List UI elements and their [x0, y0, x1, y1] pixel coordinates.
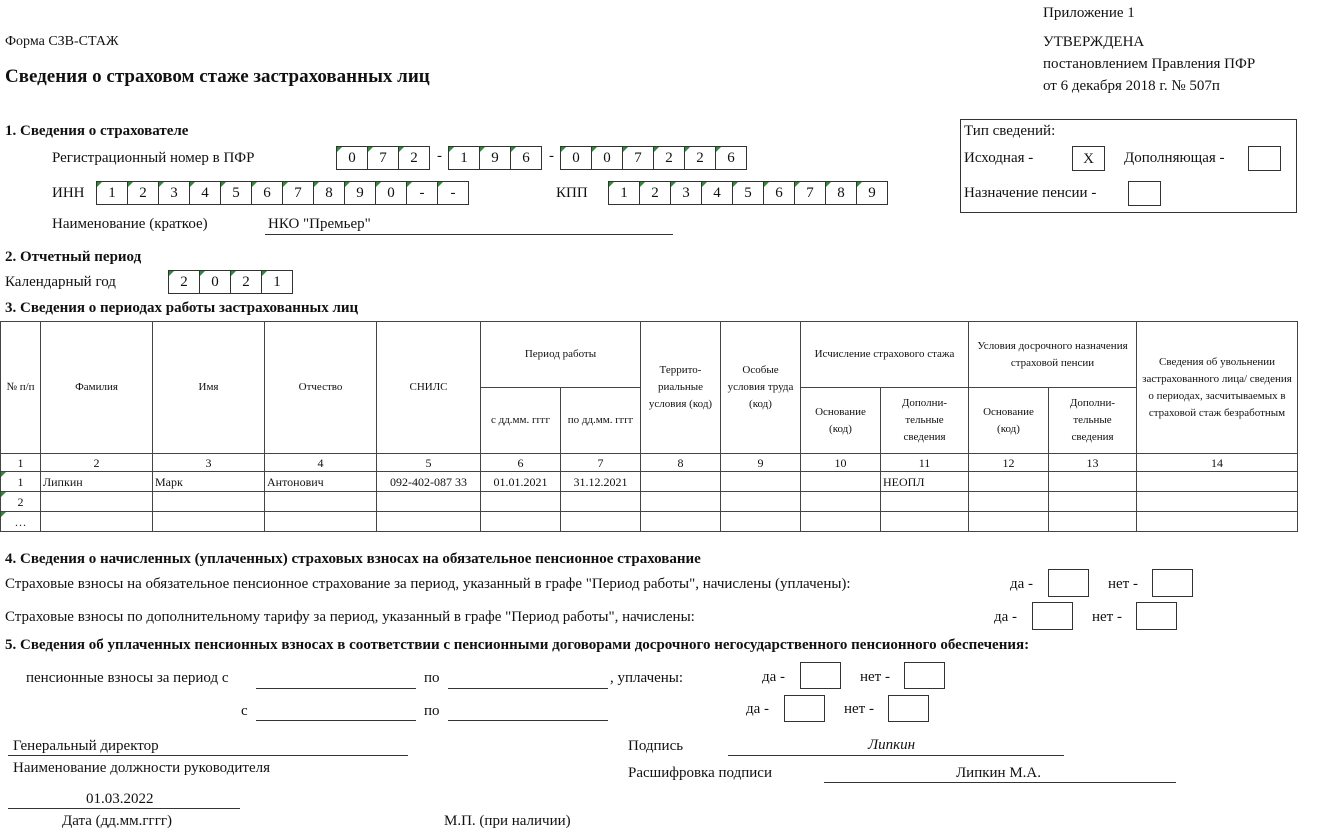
cell-to[interactable] [561, 512, 641, 532]
inn-field[interactable] [96, 181, 469, 205]
yes-checkbox[interactable] [1048, 569, 1089, 597]
col-header-territory: Террито-риальные условия (код) [641, 322, 721, 454]
pension-checkbox[interactable] [1128, 181, 1161, 206]
col-header-from: с дд.мм. гггг [481, 388, 561, 454]
reg-number-part1[interactable] [336, 146, 430, 170]
cell-early-basis[interactable] [969, 512, 1049, 532]
period-to-field[interactable] [448, 688, 608, 689]
table-row [1, 472, 1298, 492]
digit-cell[interactable]: 3 [158, 181, 190, 205]
cell-name[interactable] [153, 512, 265, 532]
cell-early-extra[interactable] [1049, 512, 1137, 532]
col-header-early-extra: Дополни-тельные сведения [1049, 388, 1137, 454]
supplementary-checkbox[interactable] [1248, 146, 1281, 171]
appendix-label: Приложение 1 [1043, 5, 1135, 21]
cell-name[interactable] [153, 492, 265, 512]
digit-cell[interactable]: - [437, 181, 469, 205]
cell-calc-basis[interactable] [801, 472, 881, 492]
section5-period-label: пенсионные взносы за период с [26, 670, 229, 686]
col-header-calc: Исчисление страхового стажа [801, 322, 969, 388]
digit-cell[interactable]: 0 [199, 270, 231, 294]
supplementary-label: Дополняющая - [1124, 150, 1225, 166]
position-label: Наименование должности руководителя [13, 760, 271, 776]
date-underline [8, 808, 240, 809]
digit-cell[interactable]: 0 [375, 181, 407, 205]
cell-snils[interactable] [377, 492, 481, 512]
cell-calc-basis[interactable] [801, 512, 881, 532]
org-name-underline [265, 234, 673, 235]
reg-number-part3[interactable] [560, 146, 747, 170]
yes-label: да - [762, 669, 786, 685]
date-label: Дата (дд.мм.гггг) [62, 813, 172, 829]
info-type-heading: Тип сведений: [964, 123, 1056, 139]
digit-cell[interactable]: 7 [367, 146, 399, 170]
signature-value[interactable]: Липкин [868, 737, 916, 753]
signature-underline [728, 755, 1064, 756]
digit-cell[interactable]: 5 [220, 181, 252, 205]
to-label: по [424, 703, 440, 719]
col-number: 12 [969, 454, 1049, 472]
digit-cell[interactable]: 0 [560, 146, 592, 170]
cell-special[interactable] [721, 472, 801, 492]
col-number: 3 [153, 454, 265, 472]
col-header-calc-basis: Основание (код) [801, 388, 881, 454]
cell-num[interactable]: 2 [1, 492, 41, 512]
col-number: 4 [265, 454, 377, 472]
reg-separator: - [549, 148, 554, 164]
to-label: по [424, 670, 440, 686]
period-from-field[interactable] [256, 720, 416, 721]
reg-number-part2[interactable] [448, 146, 542, 170]
section1-heading: 1. Сведения о страхователе [5, 123, 189, 139]
cell-surname[interactable] [41, 492, 153, 512]
digit-cell[interactable]: 7 [282, 181, 314, 205]
cell-early-basis[interactable] [969, 472, 1049, 492]
yes-checkbox[interactable] [1032, 602, 1073, 630]
col-header-early-basis: Основание (код) [969, 388, 1049, 454]
no-label: нет - [844, 701, 874, 717]
reg-separator: - [437, 148, 442, 164]
cell-name[interactable]: Марк [153, 472, 265, 492]
cell-calc-extra[interactable]: НЕОПЛ [881, 472, 969, 492]
digit-cell[interactable]: 2 [653, 146, 685, 170]
digit-cell[interactable]: 8 [313, 181, 345, 205]
section2-heading: 2. Отчетный период [5, 249, 142, 265]
page-title: Сведения о страховом стаже застрахованных лиц [5, 66, 430, 87]
col-header-special: Особые условия труда (код) [721, 322, 801, 454]
digit-cell[interactable]: - [406, 181, 438, 205]
digit-cell[interactable]: 6 [763, 181, 795, 205]
decode-underline [824, 782, 1176, 783]
cell-to[interactable] [561, 492, 641, 512]
cell-special[interactable] [721, 492, 801, 512]
table-row [1, 492, 1298, 512]
col-number: 7 [561, 454, 641, 472]
signature-label: Подпись [628, 738, 684, 754]
digit-cell[interactable]: 2 [639, 181, 671, 205]
digit-cell[interactable]: 0 [591, 146, 623, 170]
cell-territory[interactable] [641, 492, 721, 512]
section4-line1: Страховые взносы на обязательное пенсионное страхование за период, указанный в графе "Период работы", начислены (уплачены): [5, 576, 851, 592]
yes-label: да - [994, 609, 1018, 625]
digit-cell[interactable]: 4 [189, 181, 221, 205]
digit-cell[interactable]: 2 [230, 270, 262, 294]
decode-value[interactable]: Липкин М.А. [956, 765, 1041, 781]
col-header-early: Условия досрочного назначения страховой пенсии [969, 322, 1137, 388]
col-number: 1 [1, 454, 41, 472]
approved-date: от 6 декабря 2018 г. № 507п [1043, 78, 1220, 94]
stamp-label: М.П. (при наличии) [444, 813, 571, 829]
original-checkbox[interactable]: X [1072, 146, 1105, 171]
year-field[interactable] [168, 270, 293, 294]
cell-patronymic[interactable] [265, 492, 377, 512]
cell-calc-basis[interactable] [801, 492, 881, 512]
col-header-num: № п/п [1, 322, 41, 454]
digit-cell[interactable]: 7 [622, 146, 654, 170]
no-label: нет - [860, 669, 890, 685]
col-number: 11 [881, 454, 969, 472]
col-header-calc-extra: Дополни-тельные сведения [881, 388, 969, 454]
kpp-label: КПП [556, 185, 588, 201]
col-header-dismissal: Сведения об увольнении застрахованного лица/ сведения о периодах, засчитываемых в страховой стаж безработным [1137, 322, 1298, 454]
from-label: с [241, 703, 248, 719]
digit-cell[interactable]: 3 [670, 181, 702, 205]
inn-label: ИНН [52, 185, 85, 201]
decode-label: Расшифровка подписи [628, 765, 772, 781]
cell-early-basis[interactable] [969, 492, 1049, 512]
cell-territory[interactable] [641, 472, 721, 492]
cell-calc-extra[interactable] [881, 492, 969, 512]
section5-heading: 5. Сведения об уплаченных пенсионных взносах в соответствии с пенсионными договорами досрочного негосударственного пенсионного обеспечения: [5, 637, 1030, 653]
section4-line2: Страховые взносы по дополнительному тарифу за период, указанный в графе "Период работы", начислены: [5, 609, 695, 625]
cell-dismissal[interactable] [1137, 492, 1298, 512]
digit-cell[interactable]: 2 [398, 146, 430, 170]
digit-cell[interactable]: 2 [127, 181, 159, 205]
cell-early-extra[interactable] [1049, 492, 1137, 512]
col-header-patronymic: Отчество [265, 322, 377, 454]
digit-cell[interactable]: 6 [715, 146, 747, 170]
cell-surname[interactable] [41, 512, 153, 532]
digit-cell[interactable]: 1 [448, 146, 480, 170]
digit-cell[interactable]: 6 [510, 146, 542, 170]
yes-checkbox[interactable] [784, 695, 825, 722]
no-checkbox[interactable] [904, 662, 945, 689]
col-number: 9 [721, 454, 801, 472]
org-name-label: Наименование (краткое) [52, 216, 208, 232]
col-number: 13 [1049, 454, 1137, 472]
digit-cell[interactable]: 9 [344, 181, 376, 205]
cell-from[interactable] [481, 492, 561, 512]
section3-heading: 3. Сведения о периодах работы застрахованных лиц [5, 300, 359, 316]
cell-dismissal[interactable] [1137, 512, 1298, 532]
approved-label: УТВЕРЖДЕНА [1043, 34, 1145, 50]
position-underline [8, 755, 408, 756]
col-header-snils: СНИЛС [377, 322, 481, 454]
digit-cell[interactable]: 4 [701, 181, 733, 205]
digit-cell[interactable]: 9 [479, 146, 511, 170]
no-label: нет - [1092, 609, 1122, 625]
cell-special[interactable] [721, 512, 801, 532]
digit-cell[interactable]: 2 [168, 270, 200, 294]
col-header-name: Имя [153, 322, 265, 454]
no-checkbox[interactable] [1152, 569, 1193, 597]
kpp-field[interactable] [608, 181, 888, 205]
no-checkbox[interactable] [888, 695, 929, 722]
year-label: Календарный год [5, 274, 116, 290]
digit-cell[interactable]: 1 [261, 270, 293, 294]
cell-snils[interactable] [377, 512, 481, 532]
date-value[interactable]: 01.03.2022 [86, 791, 154, 807]
work-periods-table [0, 321, 1298, 532]
col-number: 6 [481, 454, 561, 472]
yes-checkbox[interactable] [800, 662, 841, 689]
digit-cell[interactable]: 1 [608, 181, 640, 205]
yes-label: да - [746, 701, 770, 717]
col-number: 2 [41, 454, 153, 472]
table-row [1, 512, 1298, 532]
digit-cell[interactable]: 8 [825, 181, 857, 205]
digit-cell[interactable]: 6 [251, 181, 283, 205]
no-label: нет - [1108, 576, 1138, 592]
period-from-field[interactable] [256, 688, 416, 689]
col-number: 14 [1137, 454, 1298, 472]
cell-num[interactable]: … [1, 512, 41, 532]
cell-num[interactable]: 1 [1, 472, 41, 492]
position-value[interactable]: Генеральный директор [13, 738, 159, 754]
cell-from[interactable]: 01.01.2021 [481, 472, 561, 492]
cell-dismissal[interactable] [1137, 472, 1298, 492]
form-name: Форма СЗВ-СТАЖ [5, 34, 119, 49]
pension-label: Назначение пенсии - [964, 185, 1097, 201]
org-name-value[interactable]: НКО "Премьер" [268, 216, 371, 232]
reg-number-label: Регистрационный номер в ПФР [52, 150, 255, 166]
cell-patronymic[interactable] [265, 512, 377, 532]
digit-cell[interactable]: 9 [856, 181, 888, 205]
col-number: 8 [641, 454, 721, 472]
digit-cell[interactable]: 0 [336, 146, 368, 170]
yes-label: да - [1010, 576, 1034, 592]
cell-calc-extra[interactable] [881, 512, 969, 532]
digit-cell[interactable]: 5 [732, 181, 764, 205]
digit-cell[interactable]: 7 [794, 181, 826, 205]
col-header-period: Период работы [481, 322, 641, 388]
cell-to[interactable]: 31.12.2021 [561, 472, 641, 492]
col-number: 10 [801, 454, 881, 472]
cell-snils[interactable]: 092-402-087 33 [377, 472, 481, 492]
cell-territory[interactable] [641, 512, 721, 532]
approved-by: постановлением Правления ПФР [1043, 56, 1256, 72]
digit-cell[interactable]: 1 [96, 181, 128, 205]
col-header-surname: Фамилия [41, 322, 153, 454]
period-to-field[interactable] [448, 720, 608, 721]
cell-patronymic[interactable]: Антонович [265, 472, 377, 492]
cell-early-extra[interactable] [1049, 472, 1137, 492]
paid-label: , уплачены: [610, 670, 684, 686]
section4-heading: 4. Сведения о начисленных (уплаченных) страховых взносах на обязательное пенсионное страхование [5, 551, 701, 567]
no-checkbox[interactable] [1136, 602, 1177, 630]
col-header-to: по дд.мм. гггг [561, 388, 641, 454]
cell-from[interactable] [481, 512, 561, 532]
cell-surname[interactable]: Липкин [41, 472, 153, 492]
digit-cell[interactable]: 2 [684, 146, 716, 170]
original-label: Исходная - [964, 150, 1034, 166]
col-number: 5 [377, 454, 481, 472]
